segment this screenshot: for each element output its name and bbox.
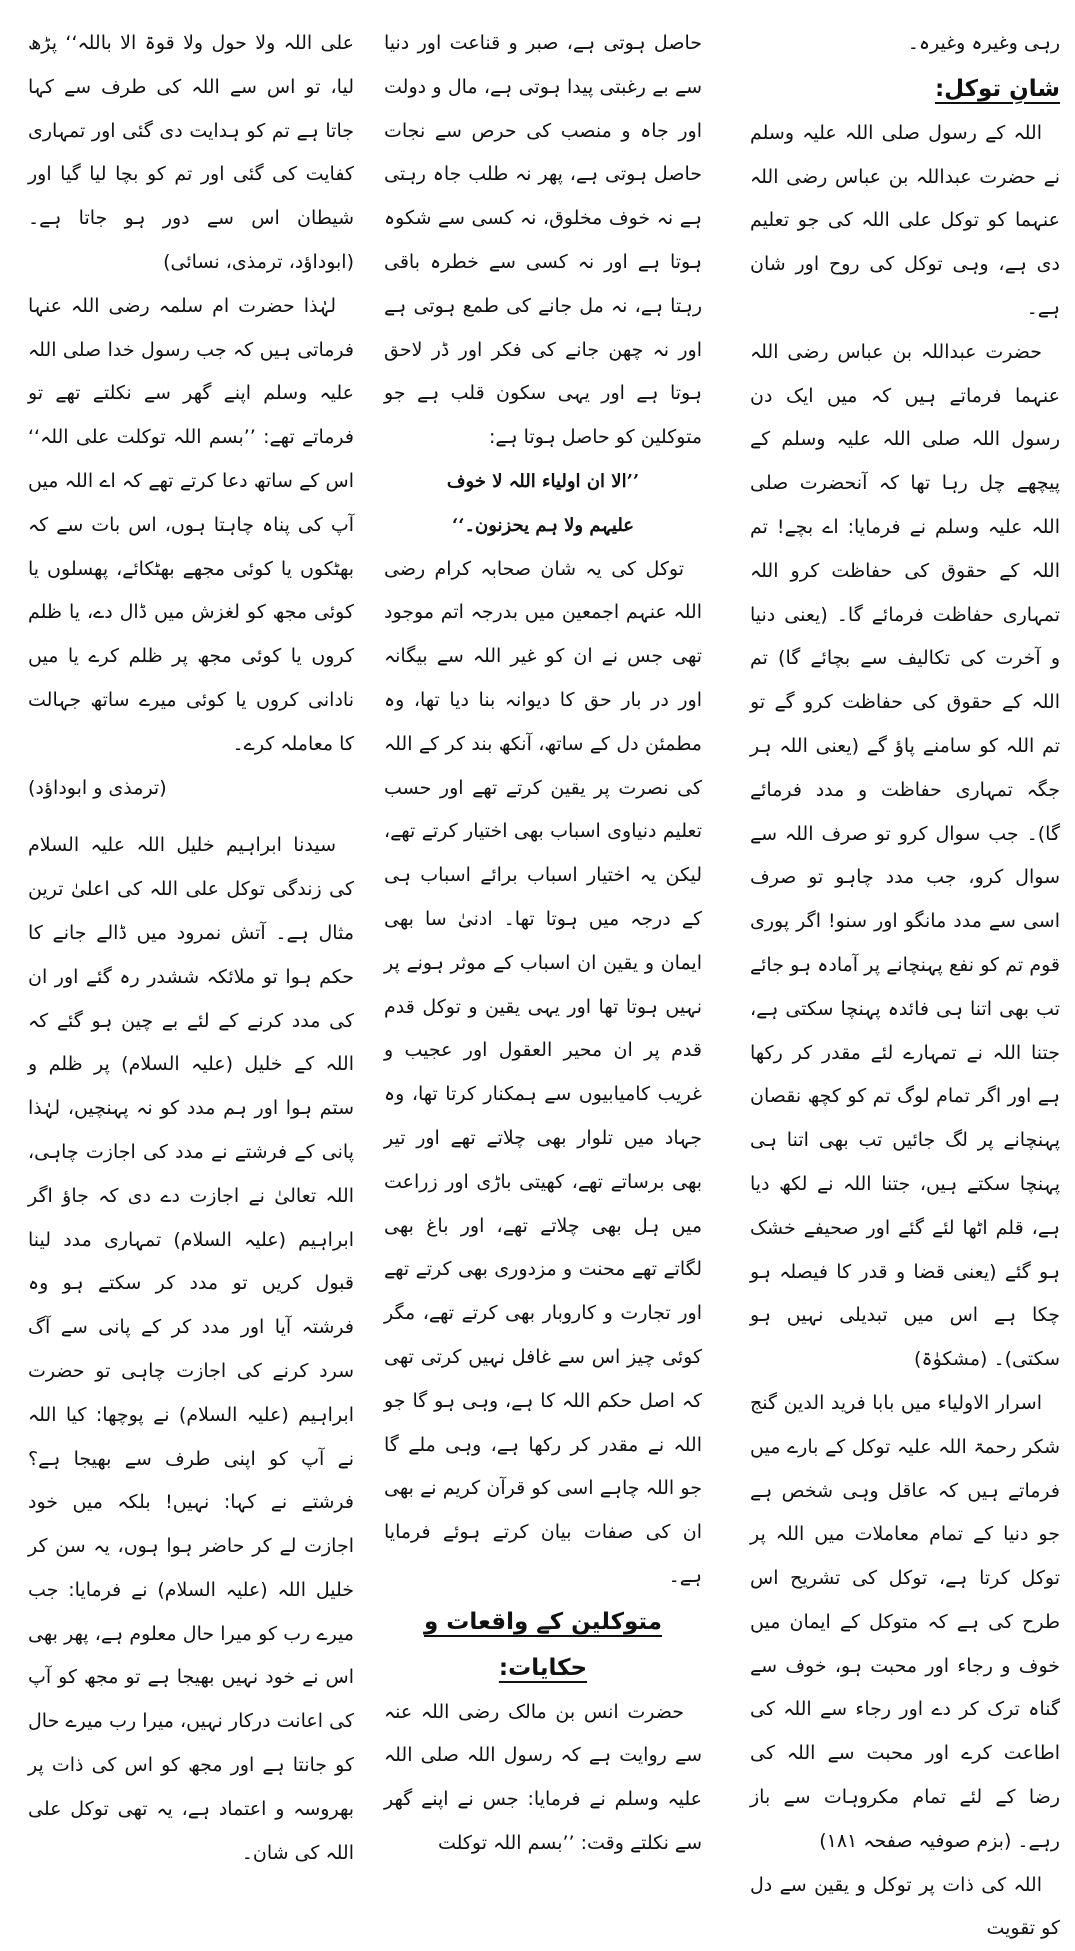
paragraph: لہٰذا حضرت ام سلمہ رضی اللہ عنہا فرماتی ہیں کہ جب رسول خدا صلی اللہ علیہ وسلم اپنے گھر سے نکلتے تھے تو فرماتے تھے: ’’بسم اللہ توکلت علی اللہ‘‘ اس کے ساتھ دعا کرتے تھے کہ اے اللہ میں آپ کی پناہ چاہتا ہوں، اس بات سے کہ بھٹکوں یا کوئی مجھے بھٹکائے، پھسلوں یا کوئی مجھ کو لغزش میں ڈال دے، یا ظلم کروں یا کوئی مجھ پر ظلم کرے یا میں نادانی کروں یا کوئی میرے ساتھ جہالت کا معاملہ کرے۔ (28, 294, 354, 755)
paragraph-spacer (28, 810, 354, 824)
paragraph: علی اللہ ولا حول ولا قوۃ الا باللہ‘‘ پڑھ لیا، تو اس سے اللہ کی طرف سے کہا جاتا ہے تم کو ہدایت دی گئی اور تمہاری کفایت کی گئی اور تم کو بچا لیا گیا اور شیطان اس سے دور ہو جاتا ہے۔ (ابوداؤد، ترمذی، نسائی) (28, 32, 354, 273)
paragraph: توکل کی یہ شان صحابہ کرام رضی اللہ عنہم اجمعین میں بدرجہ اتم موجود تھی جس نے ان کو غیر اللہ سے بیگانہ اور در بار حق کا دیوانہ بنا دیا تھا، وہ مطمئن دل کے ساتھ، آنکھ بند کر کے اللہ کی نصرت پر یقین کرتے تھے اور حسب تعلیم دنیاوی اسباب بھی اختیار کرتے تھے، لیکن یہ اختیار اسباب برائے اسباب ہی کے درجہ میں ہوتا تھا۔ ادنیٰ سا بھی ایمان و یقین ان اسباب کے موثر ہونے پر نہیں ہوتا تھا اور یہی یقین و توکل قدم قدم پر ان محیر العقول اور عجیب و غریب کامیابیوں سے ہمکنار کرتا تھا، وہ جہاد میں تلوار بھی چلاتے تھے اور تیر بھی برساتے تھے، کھیتی باڑی اور زراعت میں ہل بھی چلاتے تھے، اور باغ بھی لگاتے تھے محنت و مزدوری بھی کرتے تھے اور تجارت و کاروبار بھی کرتے تھے، مگر کوئی چیز اس سے غافل نہیں کرتی تھی کہ اصل حکم اللہ کا ہے، وہی ہو گا جو اللہ نے مقدر کر رکھا ہے، وہی ملے گا جو اللہ چاہے اسی کو قرآن کریم نے بھی ان کی صفات بیان کرتے ہوئے فرمایا ہے۔ (384, 557, 702, 1587)
intro-tail: رہی وغیرہ وغیرہ۔ (907, 32, 1060, 54)
paragraph: اللہ کی ذات پر توکل و یقین سے دل کو تقویت (750, 1873, 1060, 1940)
citation: (ترمذی و ابوداؤد) (28, 776, 167, 799)
quran-verse-line: علیہم ولا ہم یحزنون۔‘‘ (451, 514, 635, 536)
middle-column (384, 22, 702, 1855)
section-heading-waqiat: متوکلین کے واقعات و حکایات: (423, 1608, 663, 1681)
paragraph: حاصل ہوتی ہے، صبر و قناعت اور دنیا سے بے رغبتی پیدا ہوتی ہے، مال و دولت اور جاہ و منصب کی حرص سے نجات حاصل ہوتی ہے، پھر نہ طلب جاہ رہتی ہے نہ خوف مخلوق، نہ کسی سے شکوہ ہوتا ہے اور نہ کسی سے خطرہ باقی رہتا ہے، نہ مل جانے کی طمع ہوتی ہے اور نہ چھن جانے کی فکر اور ڈر لاحق ہوتا ہے اور یہی سکون قلب ہے جو متوکلین کو حاصل ہوتا ہے: (384, 32, 702, 449)
paragraph: حضرت عبداللہ بن عباس رضی اللہ عنہما فرماتے ہیں کہ میں ایک دن رسول اللہ صلی اللہ علیہ وسلم کے پیچھے چل رہا تھا کہ آنحضرت صلی اللہ علیہ وسلم نے فرمایا: اے بچے! تم اللہ کے حقوق کی حفاظت کرو اللہ تمہاری حفاظت فرمائے گا۔ (یعنی دنیا و آخرت کی تکالیف سے بچائے گا) تم اللہ کے حقوق کی حفاظت کرو گے تو تم اللہ کو سامنے پاؤ گے (یعنی اللہ ہر جگہ تمہاری حفاظت و مدد فرمائے گا)۔ جب سوال کرو تو صرف اللہ سے سوال کرو، جب مدد چاہو تو صرف اسی سے مدد مانگو اور سنو! اگر پوری قوم تم کو نفع پہنچانے پر آمادہ ہو جائے تب بھی اتنا ہی فائدہ پہنچا سکتی ہے، جتنا اللہ نے تمہارے لئے مقدر کر رکھا ہے اور اگر تمام لوگ تم کو کچھ نقصان پہنچانے پر لگ جائیں تب بھی اتنا ہی پہنچا سکتے ہیں، جتنا اللہ نے لکھ دیا ہے، قلم اٹھا لئے گئے اور صحیفے خشک ہو گئے (یعنی قضا و قدر کا فیصلہ ہو چکا ہے اس میں تبدیلی نہیں ہو سکتی)۔ (مشکوٰۃ) (750, 340, 1060, 1371)
section-heading-shan-e-tawakkul: شانِ توکل: (934, 75, 1060, 102)
paragraph: حضرت انس بن مالک رضی اللہ عنہ سے روایت ہے کہ رسول اللہ صلی اللہ علیہ وسلم نے فرمایا: جس نے اپنے گھر سے نکلتے وقت: ’’بسم اللہ توکلت (384, 1700, 702, 1855)
right-column (750, 22, 1060, 1940)
paragraph: اللہ کے رسول صلی اللہ علیہ وسلم نے حضرت عبداللہ بن عباس رضی اللہ عنہما کو توکل علی اللہ کی جو تعلیم دی ہے، وہی توکل کی روح اور شان ہے۔ (750, 121, 1060, 319)
left-column (28, 22, 354, 1864)
paragraph: اسرار الاولیاء میں بابا فرید الدین گنج شکر رحمۃ اللہ علیہ توکل کے بارے میں فرماتے ہیں کہ عاقل وہی شخص ہے جو دنیا کے تمام معاملات میں اللہ پر توکل کرتا ہے، توکل کی تشریح اس طرح کی ہے کہ متوکل کے ایمان میں خوف و رجاء اور محبت ہو، خوف سے گناہ ترک کر دے اور رجاء سے اللہ کی اطاعت کرے اور محبت سے اللہ کی رضا کے لئے تمام مکروہات سے باز رہے۔ (بزم صوفیہ صفحہ ۱۸۱) (750, 1391, 1060, 1852)
paragraph: سیدنا ابراہیم خلیل اللہ علیہ السلام کی زندگی توکل علی اللہ کی اعلیٰ ترین مثال ہے۔ آتش نمرود میں ڈالے جانے کا حکم ہوا تو ملائکہ ششدر رہ گئے اور ان کی مدد کرنے کے لئے بے چین ہو گئے کہ اللہ کے خلیل (علیہ السلام) پر ظلم و ستم ہوا اور ہم مدد کو نہ پہنچیں، لہٰذا پانی کے فرشتے نے مدد کی اجازت چاہی، اللہ تعالیٰ نے اجازت دے دی کہ جاؤ اگر ابراہیم (علیہ السلام) تمہاری مدد لینا قبول کریں تو مدد کر سکتے ہو وہ فرشتہ آیا اور مدد کر کے پانی سے آگ سرد کرنے کی اجازت چاہی تو حضرت ابراہیم (علیہ السلام) نے پوچھا: کیا اللہ نے آپ کو اپنی طرف سے بھیجا ہے؟ فرشتے نے کہا: نہیں! بلکہ میں خود اجازت لے کر حاضر ہوا ہوں، یہ سن کر خلیل اللہ (علیہ السلام) نے فرمایا: جب میرے رب کو میرا حال معلوم ہے، پھر بھی اس نے خود نہیں بھیجا ہے تو مجھ کو آپ کی اعانت درکار نہیں، میرا رب میرے حال کو جانتا ہے اور مجھ کو اس کی ذات پر بھروسہ و اعتماد ہے، یہ تھی توکل علی اللہ کی شان۔ (28, 834, 354, 1864)
quran-verse-line: ’’الا ان اولیاء اللہ لا خوف (446, 470, 640, 492)
